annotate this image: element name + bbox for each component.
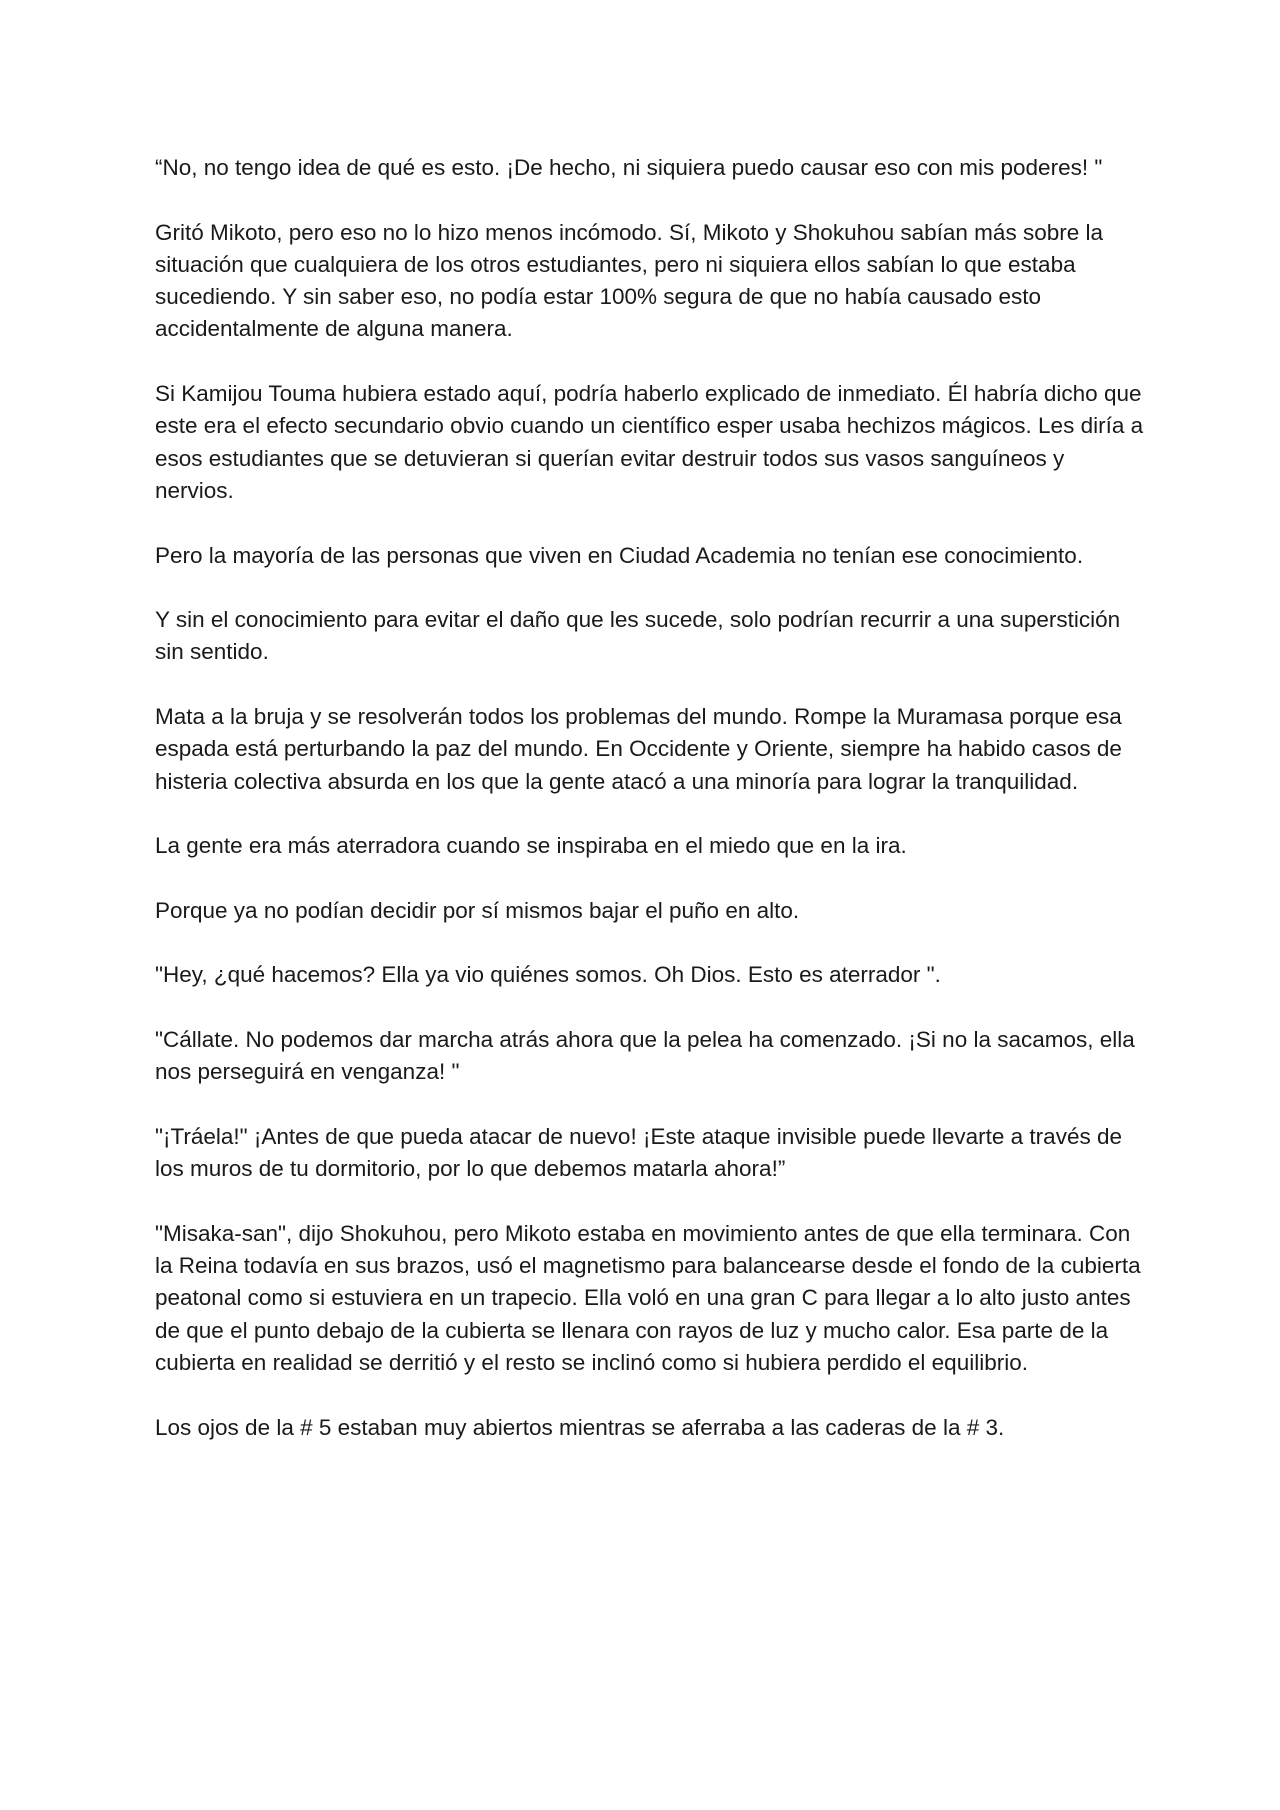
paragraph: Gritó Mikoto, pero eso no lo hizo menos incómodo. Sí, Mikoto y Shokuhou sabían más sobre la situación que cualquiera de los otros estudiantes, pero ni siquiera ellos sabían lo que estaba sucediendo. Y sin saber eso, no podía estar 100% segura de que no había causado esto accidentalmente de alguna manera.: [155, 219, 1103, 342]
paragraph: "Misaka-san", dijo Shokuhou, pero Mikoto estaba en movimiento antes de que ella terminara. Con la Reina todavía en sus brazos, usó el magnetismo para balancearse desde el fondo de la cubierta peatonal como si estuviera en un trapecio. Ella voló en una gran C para llegar a lo alto justo antes de que el punto debajo de la cubierta se llenara con rayos de luz y mucho calor. Esa parte de la cubierta en realidad se derritió y el resto se inclinó como si hubiera perdido el equilibrio.: [155, 1220, 1141, 1375]
paragraph: La gente era más aterradora cuando se inspiraba en el miedo que en la ira.: [155, 833, 907, 859]
paragraph: "Hey, ¿qué hacemos? Ella ya vio quiénes somos. Oh Dios. Esto es aterrador ".: [155, 962, 941, 988]
document-body: [155, 152, 1145, 1476]
paragraph: "Cállate. No podemos dar marcha atrás ahora que la pelea ha comenzado. ¡Si no la sacamos, ella nos perseguirá en venganza! ": [155, 1027, 1135, 1085]
paragraph: Si Kamijou Touma hubiera estado aquí, podría haberlo explicado de inmediato. Él habría dicho que este era el efecto secundario obvio cuando un científico esper usaba hechizos mágicos. Les diría a esos estudiantes que se detuvieran si querían evitar destruir todos sus vasos sanguíneos y nervios.: [155, 381, 1144, 503]
paragraph: “No, no tengo idea de qué es esto. ¡De hecho, ni siquiera puedo causar eso con mis poderes! ": [155, 155, 1103, 180]
paragraph: Mata a la bruja y se resolverán todos los problemas del mundo. Rompe la Muramasa porque esa espada está perturbando la paz del mundo. En Occidente y Oriente, siempre ha habido casos de histeria colectiva absurda en los que la gente atacó a una minoría para lograr la tranquilidad.: [155, 704, 1122, 794]
paragraph: Y sin el conocimiento para evitar el daño que les sucede, solo podrían recurrir a una superstición sin sentido.: [155, 607, 1121, 665]
paragraph: Los ojos de la # 5 estaban muy abiertos mientras se aferraba a las caderas de la # 3.: [155, 1414, 1005, 1440]
paragraph: Pero la mayoría de las personas que viven en Ciudad Academia no tenían ese conocimiento.: [155, 542, 1084, 568]
paragraph: "¡Tráela!" ¡Antes de que pueda atacar de nuevo! ¡Este ataque invisible puede llevarte a través de los muros de tu dormitorio, por lo que debemos matarla ahora!”: [155, 1123, 1122, 1182]
paragraph: Porque ya no podían decidir por sí mismos bajar el puño en alto.: [155, 897, 800, 923]
